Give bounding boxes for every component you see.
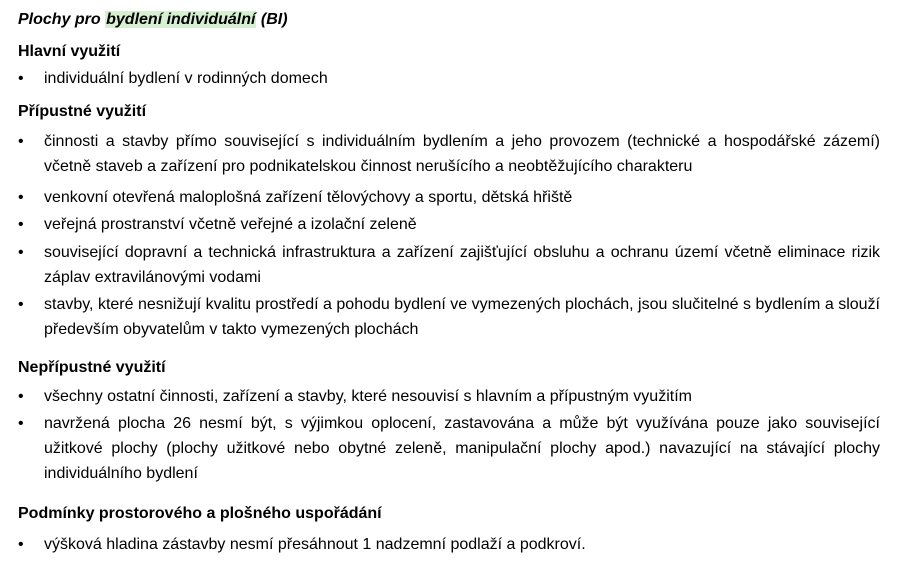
main-use-heading: Hlavní využití xyxy=(18,43,121,60)
list-item xyxy=(18,66,880,91)
section-title-prefix: Plochy pro xyxy=(18,11,106,28)
bullet: • xyxy=(18,296,24,313)
list-item xyxy=(18,411,880,486)
list-item xyxy=(18,240,880,290)
bullet: • xyxy=(18,244,24,261)
list-item-text: veřejná prostranství včetně veřejné a izolační zeleně xyxy=(44,216,417,233)
list-item xyxy=(18,384,880,409)
bullet: • xyxy=(18,415,24,432)
bullet: • xyxy=(18,133,24,150)
section-title xyxy=(18,10,288,30)
list-item-text: všechny ostatní činnosti, zařízení a stavby, které nesouvisí s hlavním a přípustným využitím xyxy=(44,388,692,405)
permitted-use-heading: Přípustné využití xyxy=(18,103,147,120)
prohibited-use-heading: Nepřípustné využití xyxy=(18,359,166,376)
list-item xyxy=(18,185,880,210)
bullet: • xyxy=(18,70,24,87)
list-item-text: stavby, které nesnižují kvalitu prostředí a pohodu bydlení ve vymezených plochách, jsou slučitelné s bydlením a slouží především obyvatelům v takto vymezených plochách xyxy=(44,296,880,338)
list-item-text: související dopravní a technická infrastruktura a zařízení zajišťující obsluhu a ochranu území včetně eliminace rizik záplav extravilánovými vodami xyxy=(44,244,880,286)
list-item xyxy=(18,129,880,179)
bullet: • xyxy=(18,216,24,233)
bullet: • xyxy=(18,536,24,553)
list-item-text: individuální bydlení v rodinných domech xyxy=(44,70,328,87)
spatial-conditions-heading: Podmínky prostorového a plošného uspořádání xyxy=(18,505,382,522)
bullet: • xyxy=(18,388,24,405)
list-item xyxy=(18,292,880,342)
list-item-text: venkovní otevřená maloplošná zařízení tělovýchovy a sportu, dětská hřiště xyxy=(44,189,573,206)
list-item-text: navržená plocha 26 nesmí být, s výjimkou oplocení, zastavována a může být využívána pouze jako související užitkové plochy (plochy užitkové nebo obytné zeleně, manipulační plochy apod.) navazující na stávající plochy individuálního bydlení xyxy=(44,415,880,482)
list-item-text: činnosti a stavby přímo související s individuálním bydlením a jeho provozem (technické a hospodářské zázemí) včetně staveb a zařízení pro podnikatelskou činnost nerušícího a neobtěžujícího charakteru xyxy=(44,133,880,175)
bullet: • xyxy=(18,189,24,206)
section-title-suffix: (BI) xyxy=(256,11,288,28)
list-item xyxy=(18,532,880,557)
list-item xyxy=(18,212,880,237)
list-item-text: výšková hladina zástavby nesmí přesáhnout 1 nadzemní podlaží a podkroví. xyxy=(44,536,586,553)
section-title-highlight: bydlení individuální xyxy=(106,11,256,28)
